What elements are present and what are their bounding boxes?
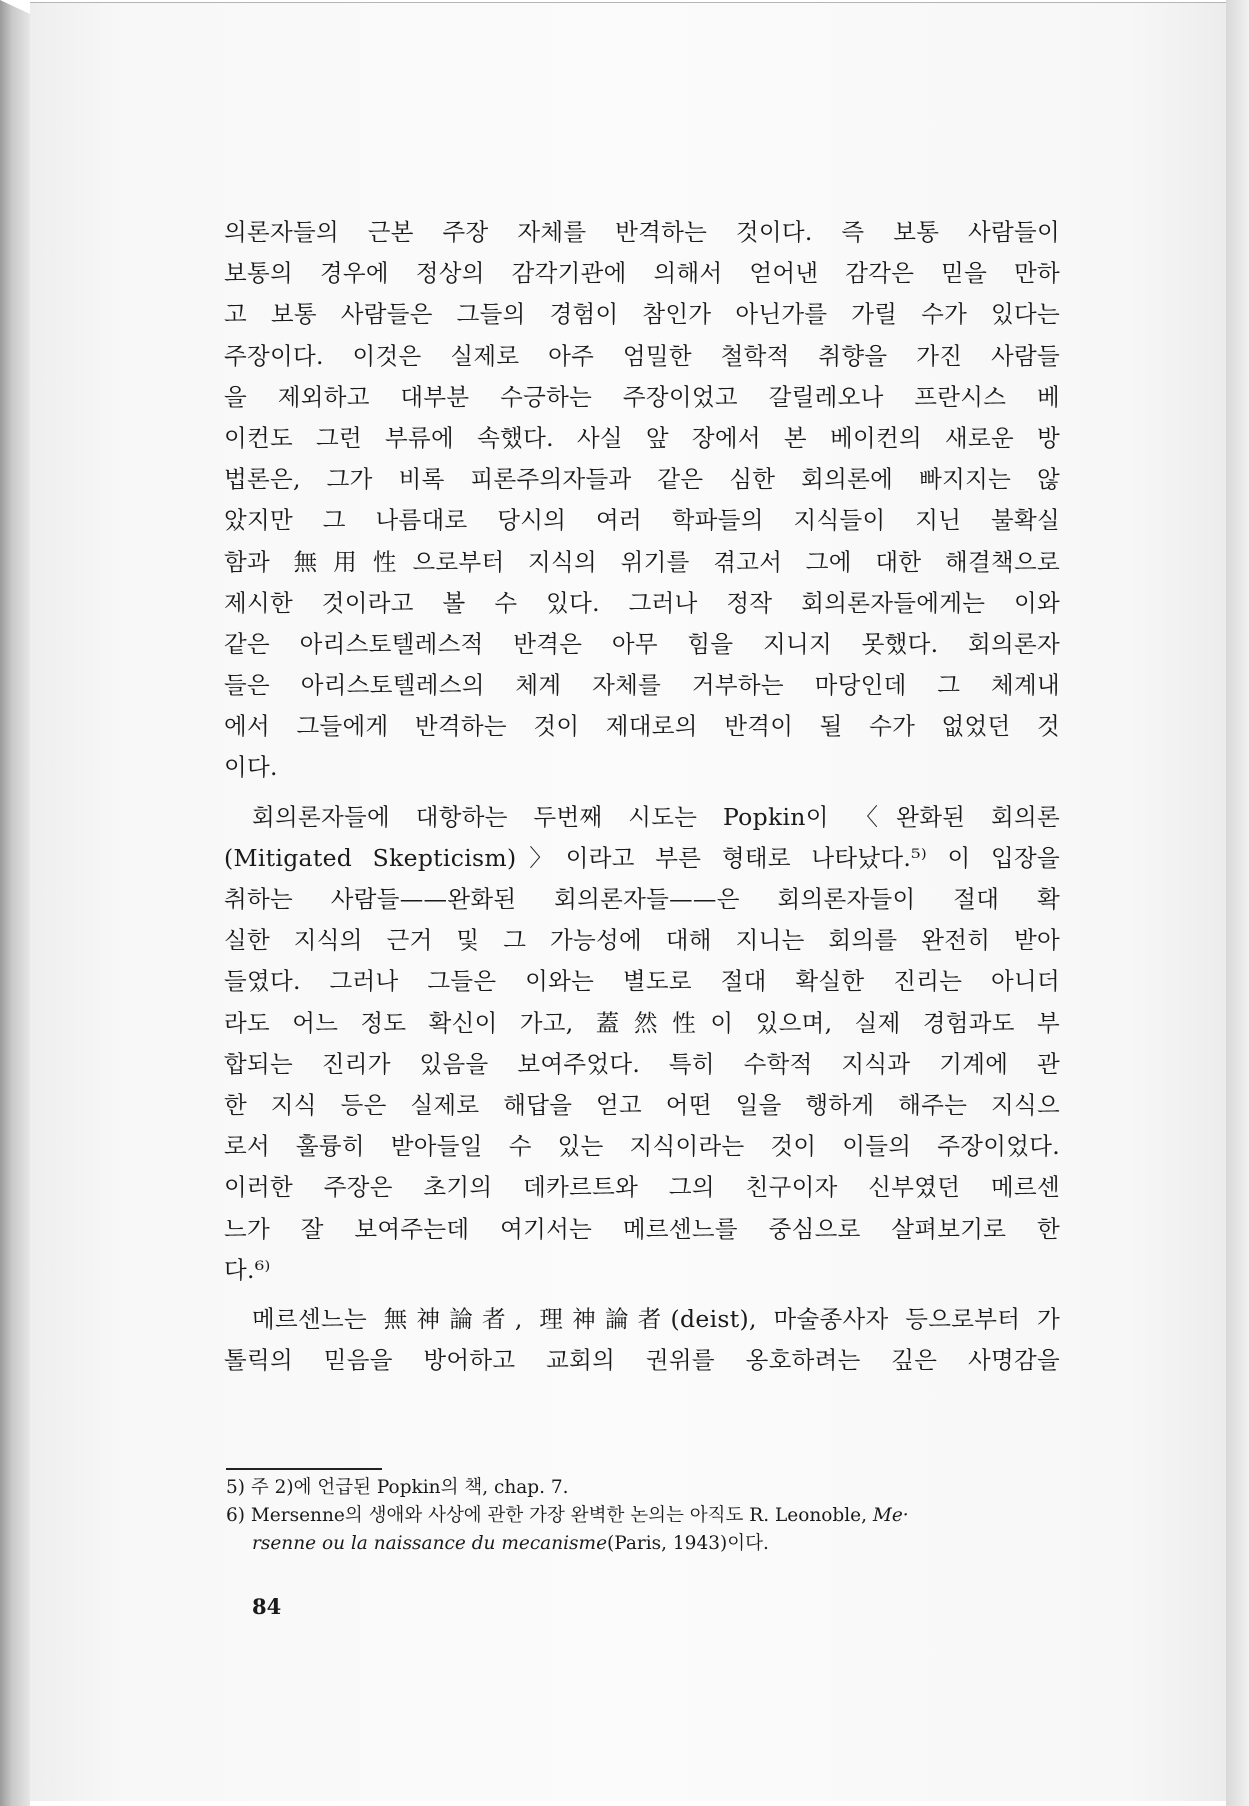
page-number: 84 [252,1594,282,1619]
footnote-6-text: 6) Mersenne의 생애와 사상에 관한 가장 완벽한 논의는 아직도 R. Leonoble, [226,1505,873,1526]
text-line: 실한 지식의 근거 및 그 가능성에 대해 지니는 회의를 완전히 받아 [224,926,1060,955]
text-line: 회의론자들에 대항하는 두번째 시도는 Popkin이 〈완화된 회의론 [252,802,1060,831]
text-line: 같은 아리스토텔레스적 반격은 아무 힘을 지니지 못했다. 회의론자 [224,629,1060,658]
text-line: 주장이다. 이것은 실제로 아주 엄밀한 철학적 취향을 가진 사람들 [224,341,1060,370]
body-text [224,212,1060,1381]
text-line: 았지만 그 나름대로 당시의 여러 학파들의 지식들이 지닌 불확실 [224,506,1060,535]
text-line: 한 지식 등은 실제로 해답을 얻고 어떤 일을 행하게 해주는 지식으 [224,1090,1060,1119]
text-line: 이컨도 그런 부류에 속했다. 사실 앞 장에서 본 베이컨의 새로운 방 [224,423,1060,452]
text-line: 합되는 진리가 있음을 보여주었다. 특히 수학적 지식과 기계에 관 [224,1049,1060,1078]
text-line: 들은 아리스토텔레스의 체계 자체를 거부하는 마당인데 그 체계내 [224,671,1060,700]
text-line: 로서 훌륭히 받아들일 수 있는 지식이라는 것이 이들의 주장이었다. [224,1132,1060,1161]
text-line: 다.⁶⁾ [224,1255,271,1284]
text-line: 보통의 경우에 정상의 감각기관에 의해서 얻어낸 감각은 믿을 만하 [224,259,1060,288]
book-spine-edge [0,0,30,1806]
text-line: 이러한 주장은 초기의 데카르트와 그의 친구이자 신부였던 메르센 [224,1173,1060,1202]
footnotes [226,1474,1062,1558]
text-line: 함과 無用性으로부터 지식의 위기를 겪고서 그에 대한 해결책으로 [224,547,1060,576]
text-line: 이다. [224,753,278,782]
text-line: 을 제외하고 대부분 수긍하는 주장이었고 갈릴레오나 프란시스 베 [224,382,1060,411]
footnote-6 [226,1502,1062,1530]
text-line: 의론자들의 근본 주장 자체를 반격하는 것이다. 즉 보통 사람들이 [224,218,1060,246]
footnote-6-title: rsenne ou la naissance du mecanisme [252,1533,608,1554]
text-line: 고 보통 사람들은 그들의 경험이 참인가 아닌가를 가릴 수가 있다는 [224,300,1060,329]
text-line: 취하는 사람들——완화된 회의론자들——은 회의론자들이 절대 확 [224,885,1060,913]
footnote-5: 5) 주 2)에 언급된 Popkin의 책, chap. 7. [226,1477,569,1498]
text-line: 느가 잘 보여주는데 여기서는 메르센느를 중심으로 살펴보기로 한 [224,1214,1060,1243]
text-line: 메르센느는 無神論者, 理神論者(deist), 마술종사자 등으로부터 가 [252,1304,1060,1333]
footnote-divider [226,1468,382,1470]
page-right-margin [1226,0,1249,1806]
text-line: 법론은, 그가 비록 피론주의자들과 같은 심한 회의론에 빠지지는 않 [224,465,1060,494]
text-line: 톨릭의 믿음을 방어하고 교회의 권위를 옹호하려는 깊은 사명감을 [224,1346,1060,1375]
footnote-6-title-start: Me· [872,1505,909,1526]
text-line: 라도 어느 정도 확신이 가고, 蓋然性이 있으며, 실제 경험과도 부 [224,1008,1060,1037]
text-line: 에서 그들에게 반격하는 것이 제대로의 반격이 될 수가 없었던 것 [224,712,1060,741]
footnote-6-publication: (Paris, 1943)이다. [607,1533,769,1554]
footnote-6-continued [226,1530,1062,1558]
text-line: (Mitigated Skepticism)〉이라고 부른 형태로 나타났다.⁵⁾ 이 입장을 [224,843,1060,872]
text-line: 제시한 것이라고 볼 수 있다. 그러나 정작 회의론자들에게는 이와 [224,588,1060,617]
text-line: 들였다. 그러나 그들은 이와는 별도로 절대 확실한 진리는 아니더 [224,967,1060,996]
